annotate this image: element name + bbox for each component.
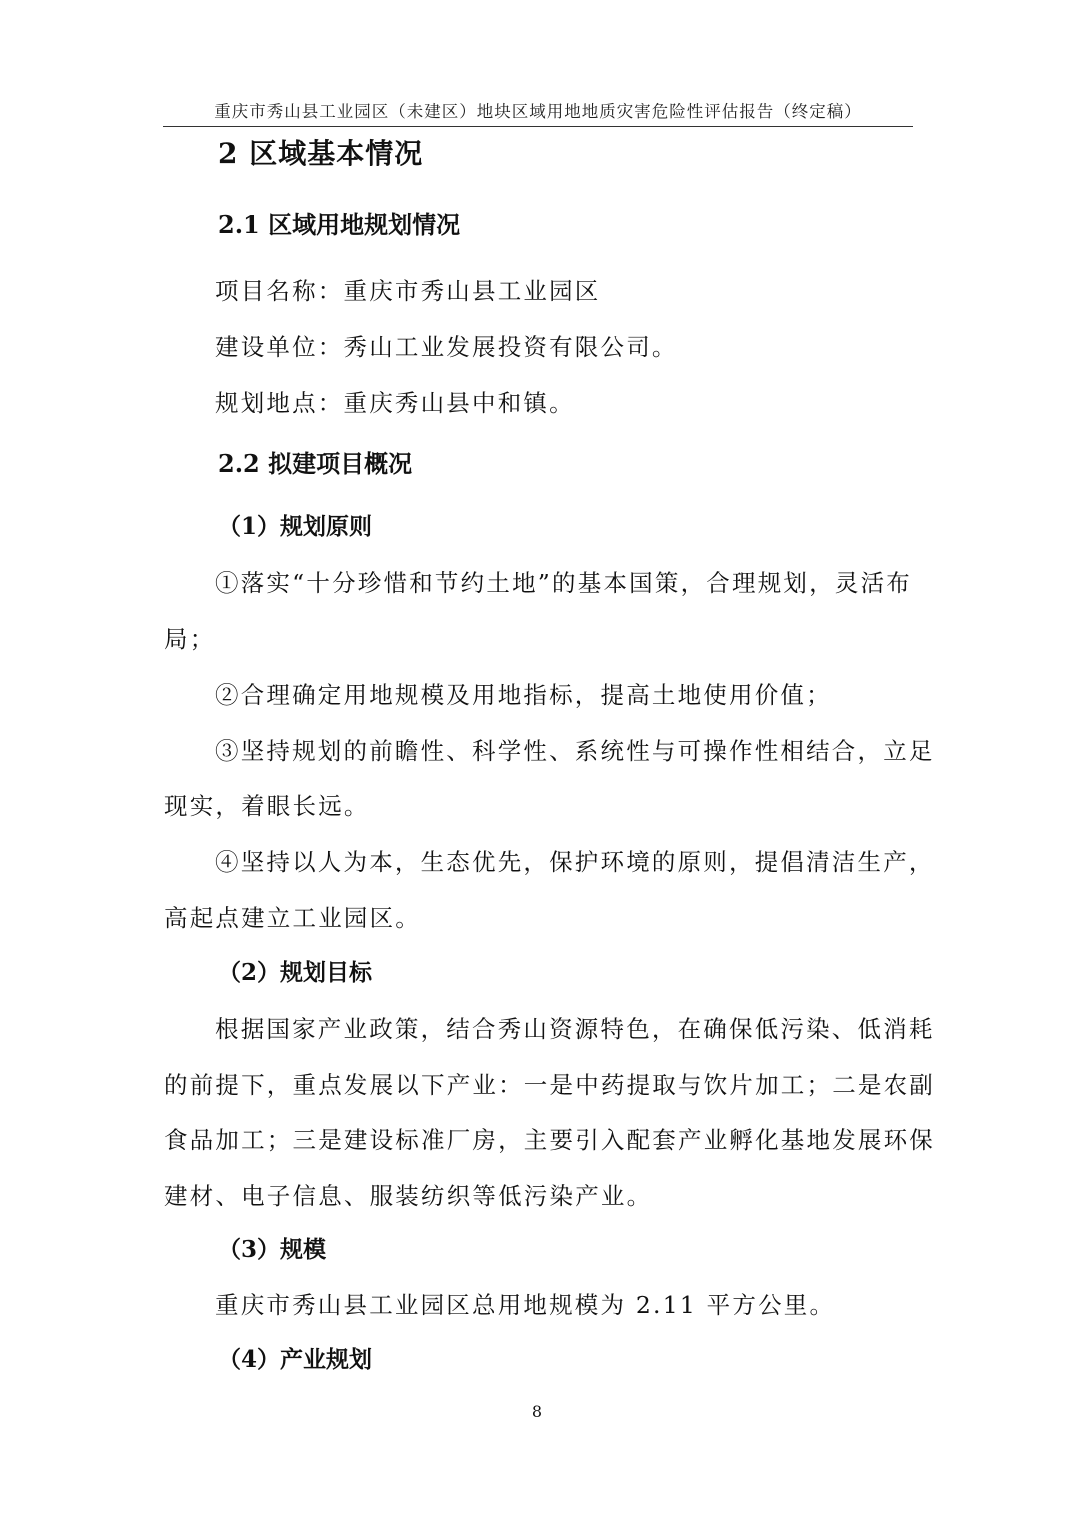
principle-1-line-2: 局； (164, 625, 216, 653)
running-header: 重庆市秀山县工业园区（未建区）地块区域用地地质灾害危险性评估报告（终定稿） (214, 102, 862, 121)
principle-4-line-1: ④坚持以人为本，生态优先，保护环境的原则，提倡清洁生产， (215, 848, 935, 876)
scale-line-1: 重庆市秀山县工业园区总用地规模为 2.11 平方公里。 (215, 1291, 836, 1319)
industry-title: （4）产业规划 (218, 1346, 373, 1373)
goals-title: （2）规划目标 (218, 959, 373, 986)
goals-line-2: 的前提下，重点发展以下产业：一是中药提取与饮片加工；二是农副 (164, 1071, 935, 1099)
section-2-1-title: 2.1 区域用地规划情况 (218, 210, 461, 239)
section-2-2-title: 2.2 拟建项目概况 (218, 449, 413, 478)
goals-line-4: 建材、电子信息、服装纺织等低污染产业。 (164, 1182, 653, 1210)
goals-line-3: 食品加工；三是建设标准厂房，主要引入配套产业孵化基地发展环保 (164, 1126, 935, 1154)
principle-4-line-2: 高起点建立工业园区。 (164, 904, 421, 932)
page-number: 8 (531, 1402, 543, 1421)
project-name-line: 项目名称：重庆市秀山县工业园区 (215, 277, 601, 305)
principle-1-line-1: ①落实“十分珍惜和节约土地”的基本国策，合理规划，灵活布 (215, 569, 912, 597)
builder-line: 建设单位：秀山工业发展投资有限公司。 (215, 333, 678, 361)
principle-3-line-1: ③坚持规划的前瞻性、科学性、系统性与可操作性相结合，立足 (215, 737, 935, 765)
principle-3-line-2: 现实，着眼长远。 (164, 792, 370, 820)
chapter-title: 2 区域基本情况 (218, 137, 424, 170)
scale-title: （3）规模 (218, 1236, 327, 1263)
principles-title: （1）规划原则 (218, 513, 373, 540)
principle-2-line-1: ②合理确定用地规模及用地指标，提高土地使用价值； (215, 681, 832, 709)
goals-line-1: 根据国家产业政策，结合秀山资源特色，在确保低污染、低消耗 (215, 1015, 935, 1043)
header-divider (163, 126, 913, 127)
location-line: 规划地点：重庆秀山县中和镇。 (215, 389, 575, 417)
